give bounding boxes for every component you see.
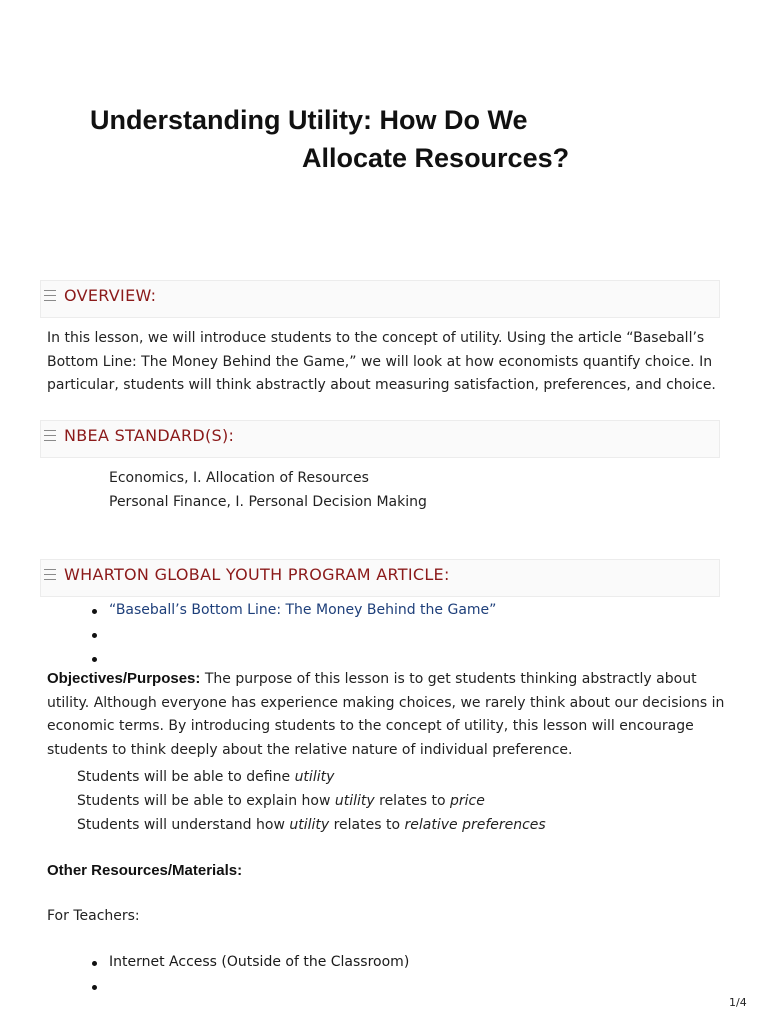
title-line-2: Allocate Resources? <box>302 143 570 173</box>
list-item: Internet Access (Outside of the Classroom) <box>109 950 409 974</box>
article-section-header <box>40 559 720 597</box>
for-teachers-label: For Teachers: <box>47 908 140 924</box>
standard-item: Economics, I. Allocation of Resources <box>109 470 369 486</box>
objectives-paragraph <box>47 667 727 762</box>
resources-label: Other Resources/Materials: <box>47 862 243 879</box>
standards-section-header <box>40 420 720 458</box>
goal-item: Students will be able to explain how utility relates to price <box>77 793 485 809</box>
article-link-text[interactable]: “Baseball’s Bottom Line: The Money Behind the Game” <box>109 602 497 618</box>
article-heading: WHARTON GLOBAL YOUTH PROGRAM ARTICLE: <box>64 564 450 584</box>
overview-section-header <box>40 280 720 318</box>
goal-item: Students will be able to define utility <box>77 769 335 785</box>
list-item <box>109 974 409 998</box>
standard-item: Personal Finance, I. Personal Decision Making <box>109 494 427 510</box>
overview-heading: OVERVIEW: <box>64 285 157 305</box>
article-list <box>109 598 496 670</box>
objectives-label: Objectives/Purposes: <box>47 670 201 687</box>
title-line-1: Understanding Utility: How Do We <box>90 105 528 135</box>
objectives-text: The purpose of this lesson is to get students thinking abstractly about utility. Although everyone has experience making choices, we rarely think about our decisions in economic terms. By introducing students to the concept of utility, this lesson will encourage students to think deeply about the relative nature of individual preference. <box>47 671 725 758</box>
article-link[interactable] <box>109 598 496 622</box>
resources-list <box>109 950 409 998</box>
menu-icon <box>44 568 56 580</box>
goal-item: Students will understand how utility relates to relative preferences <box>77 817 546 833</box>
page-number: 1/4 <box>729 996 747 1009</box>
menu-icon <box>44 289 56 301</box>
standards-heading: NBEA STANDARD(S): <box>64 425 235 445</box>
list-item <box>109 622 496 646</box>
overview-text: In this lesson, we will introduce students to the concept of utility. Using the article “Baseball’s Bottom Line: The Money Behind the Game,” we will look at how economists quantify choice. In particular, students will think abstractly about measuring satisfaction, preferences, and choice. <box>47 330 716 393</box>
menu-icon <box>44 429 56 441</box>
